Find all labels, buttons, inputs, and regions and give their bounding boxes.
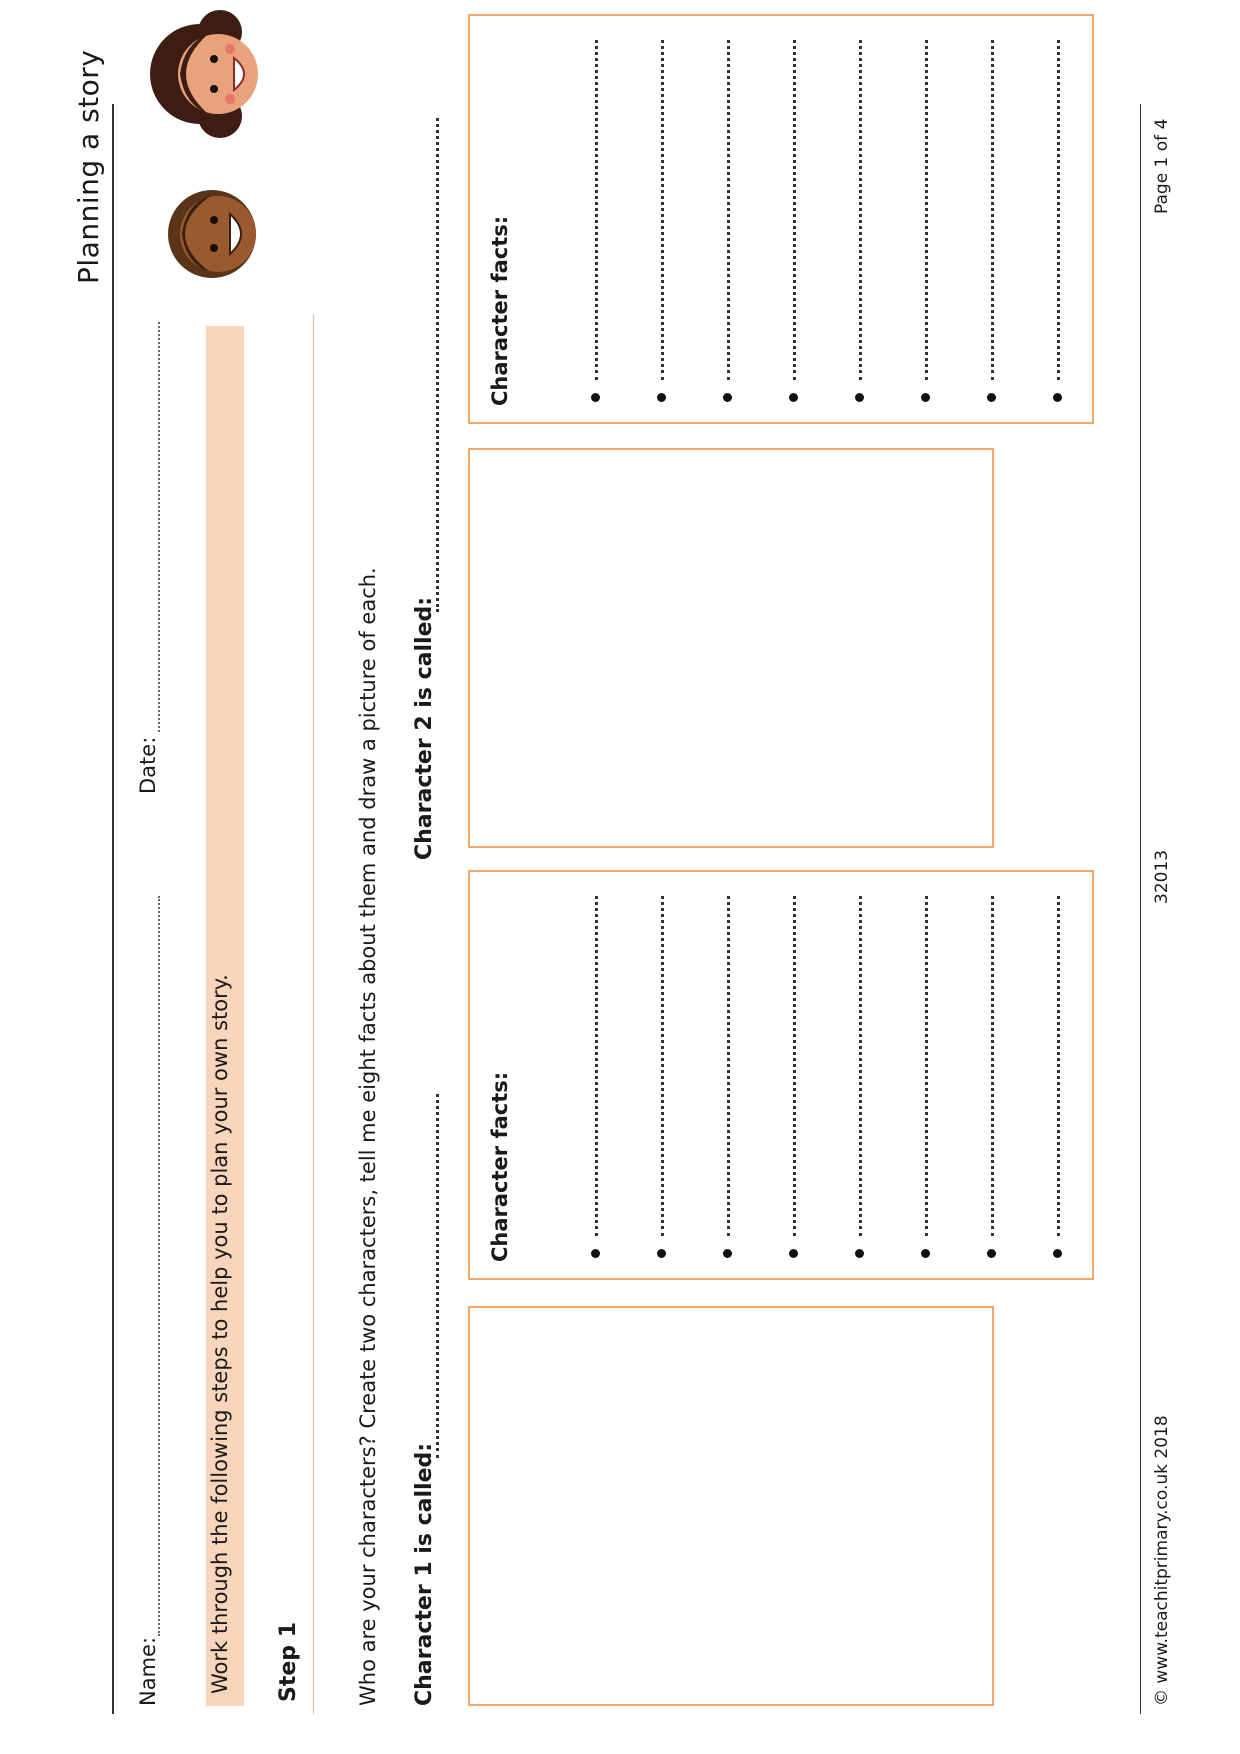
step-label: Step 1	[276, 1622, 301, 1702]
character-2-picture-box[interactable]	[468, 448, 994, 848]
fact-line[interactable]	[793, 40, 796, 380]
fact-bullet	[657, 393, 666, 402]
character-1-facts-box	[468, 870, 1094, 1280]
fact-line[interactable]	[1057, 40, 1060, 380]
top-rule	[112, 104, 114, 1714]
fact-line[interactable]	[991, 896, 994, 1236]
instruction-text: Work through the following steps to help you to plan your own story.	[208, 974, 232, 1694]
fact-bullet	[855, 1249, 864, 1258]
fact-line[interactable]	[727, 896, 730, 1236]
character-1-label: Character 1 is called:	[412, 1442, 437, 1706]
date-field[interactable]	[158, 322, 160, 732]
fact-bullet	[1053, 393, 1062, 402]
fact-bullet	[591, 393, 600, 402]
fact-bullet	[1053, 1249, 1062, 1258]
fact-bullet	[789, 393, 798, 402]
fact-bullet	[921, 393, 930, 402]
page-title: Planning a story	[72, 49, 105, 284]
fact-bullet	[723, 393, 732, 402]
fact-line[interactable]	[925, 896, 928, 1236]
girl-face-icon	[150, 10, 258, 138]
fact-line[interactable]	[595, 40, 598, 380]
character-2-label: Character 2 is called:	[412, 596, 437, 860]
character-1-picture-box[interactable]	[468, 1306, 994, 1706]
fact-line[interactable]	[793, 896, 796, 1236]
fact-line[interactable]	[661, 896, 664, 1236]
fact-bullet	[987, 1249, 996, 1258]
fact-line[interactable]	[727, 40, 730, 380]
fact-line[interactable]	[925, 40, 928, 380]
fact-bullet	[789, 1249, 798, 1258]
step-prompt: Who are your characters? Create two characters, tell me eight facts about them and draw a picture of each.	[356, 567, 380, 1706]
fact-line[interactable]	[595, 896, 598, 1236]
fact-line[interactable]	[1057, 896, 1060, 1236]
footer-page-number: Page 1 of 4	[1152, 118, 1172, 214]
fact-line[interactable]	[991, 40, 994, 380]
fact-bullet	[591, 1249, 600, 1258]
name-field[interactable]	[158, 896, 160, 1636]
character-2-facts-title: Character facts:	[488, 215, 512, 406]
character-2-facts-box	[468, 14, 1094, 424]
boy-face-icon	[168, 190, 256, 278]
fact-line[interactable]	[859, 896, 862, 1236]
date-label: Date:	[136, 736, 160, 794]
fact-bullet	[987, 393, 996, 402]
fact-line[interactable]	[661, 40, 664, 380]
step-rule	[313, 314, 314, 1714]
footer-code: 32013	[1152, 849, 1172, 904]
fact-bullet	[855, 393, 864, 402]
fact-bullet	[723, 1249, 732, 1258]
character-1-facts-title: Character facts:	[488, 1071, 512, 1262]
bottom-rule	[1140, 104, 1141, 1714]
fact-bullet	[657, 1249, 666, 1258]
character-1-name-field[interactable]	[436, 1094, 439, 1458]
name-label: Name:	[136, 1636, 160, 1706]
character-2-name-field[interactable]	[436, 118, 439, 612]
fact-bullet	[921, 1249, 930, 1258]
fact-line[interactable]	[859, 40, 862, 380]
footer-copyright: © www.teachitprimary.co.uk 2018	[1152, 1415, 1172, 1706]
character-faces	[150, 0, 270, 294]
